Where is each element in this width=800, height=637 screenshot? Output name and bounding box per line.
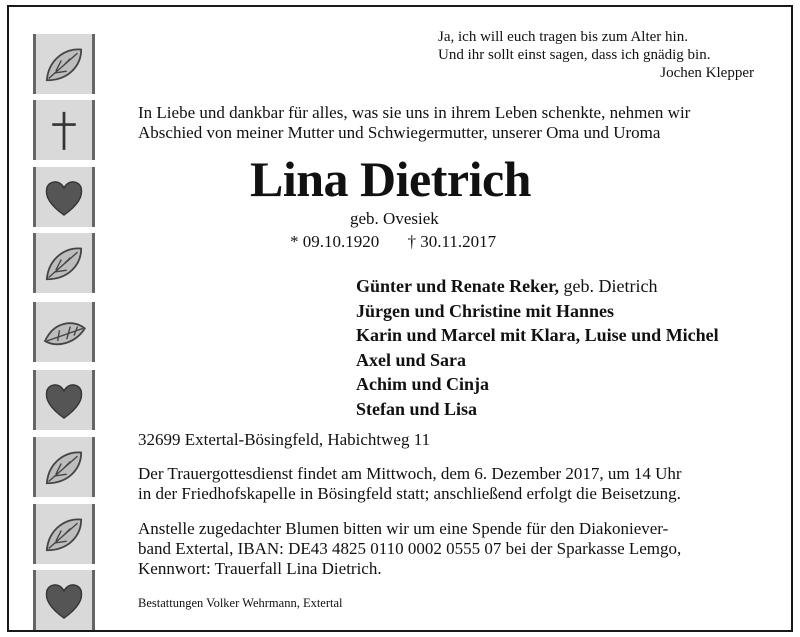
service-line: in der Friedhofskapelle in Bösingfeld statt; anschließend erfolgt die Beisetzung.: [138, 484, 681, 503]
heart-icon: [33, 570, 95, 630]
verse-line: Ja, ich will euch tragen bis zum Alter hin.: [438, 29, 688, 45]
birth-name: geb. Ovesiek: [350, 209, 439, 228]
leaf-icon: [33, 34, 95, 94]
intro-line: In Liebe und dankbar für alles, was sie uns in ihrem Leben schenkte, nehmen wir: [138, 103, 691, 122]
heart-icon: [33, 370, 95, 430]
verse-author: Jochen Klepper: [660, 65, 754, 81]
heart-icon: [33, 167, 95, 227]
donation-line: band Extertal, IBAN: DE43 4825 0110 0002 0555 07 bei der Sparkasse Lemgo,: [138, 539, 682, 558]
funeral-home: Bestattungen Volker Wehrmann, Extertal: [138, 596, 343, 610]
family-entry: Karin und Marcel mit Klara, Luise und Michel: [356, 325, 719, 345]
life-dates: [290, 232, 496, 252]
leaf-icon: [33, 233, 95, 293]
intro-text: [138, 103, 770, 143]
birth-date: * 09.10.1920: [290, 232, 380, 251]
donation-line: Anstelle zugedachter Blumen bitten wir um eine Spende für den Diakoniever-: [138, 519, 669, 538]
cross-icon: [33, 100, 95, 160]
deceased-name: Lina Dietrich: [250, 151, 531, 207]
death-date: † 30.11.2017: [407, 232, 497, 251]
family-entry: Axel und Sara: [356, 349, 467, 370]
donation-line: Kennwort: Trauerfall Lina Dietrich.: [138, 559, 382, 578]
leaf-icon: [33, 437, 95, 497]
family-entry: Jürgen und Christine mit Hannes: [356, 300, 615, 321]
service-line: Der Trauergottesdienst findet am Mittwoch, dem 6. Dezember 2017, um 14 Uhr: [138, 464, 682, 483]
family-entry: Günter und Renate Reker, geb. Dietrich: [356, 276, 658, 296]
address: 32699 Extertal-Bösingfeld, Habichtweg 11: [138, 430, 431, 449]
family-list: [356, 274, 719, 421]
tile-column: [30, 30, 102, 630]
leaf-icon: [33, 302, 95, 362]
service-info: [138, 464, 770, 504]
verse-line: Und ihr sollt einst sagen, dass ich gnädig bin.: [438, 47, 711, 63]
family-entry: Stefan und Lisa: [356, 398, 478, 419]
leaf-icon: [33, 504, 95, 564]
intro-line: Abschied von meiner Mutter und Schwiegermutter, unserer Oma und Uroma: [138, 123, 661, 142]
verse-quote: [438, 28, 754, 82]
donation-info: [138, 519, 770, 579]
family-entry: Achim und Cinja: [356, 374, 490, 394]
